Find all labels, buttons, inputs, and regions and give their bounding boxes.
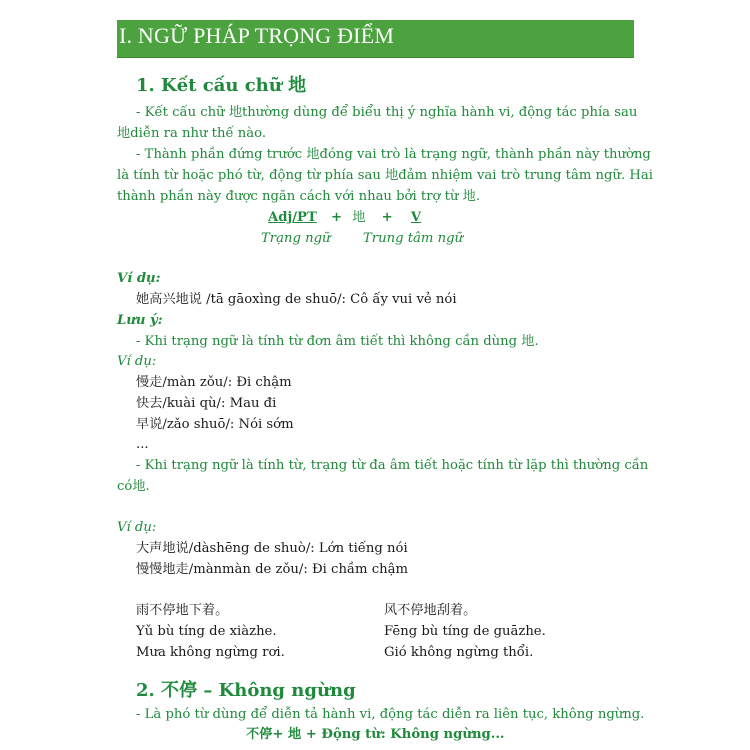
pair-left-hanzi: 雨不停地下着。 (136, 603, 229, 618)
section2-formula: 不停+ 地 + Động từ: Không ngừng... (246, 727, 505, 742)
formula-label-right: Trung tâm ngữ (363, 231, 464, 246)
heading-1: 1. Kết cấu chữ 地 (136, 75, 307, 96)
example-line: 慢慢地走/mànmàn de zǒu/: Đi chầm chậm (136, 562, 408, 577)
note-label: Lưu ý: (117, 313, 163, 328)
para2-line3: thành phần này được ngăn cách với nhau bởi trợ từ 地. (117, 189, 481, 204)
pair-left-pinyin: Yǔ bù tíng de xiàzhe. (136, 624, 277, 639)
example-label: Ví dụ: (117, 520, 157, 535)
section-header-bar (117, 20, 634, 58)
section2-para: - Là phó từ dùng để diễn tả hành vi, động tác diễn ra liên tục, không ngừng. (136, 707, 645, 722)
formula-row: Adj/PT + 地 + V (268, 210, 422, 225)
example-line: 慢走/màn zǒu/: Đi chậm (136, 375, 292, 390)
formula-verb: V (410, 210, 422, 225)
para1-line1: - Kết cấu chữ 地thường dùng để biểu thị ý nghĩa hành vi, động tác phía sau (136, 105, 638, 120)
section-title: I. NGỮ PHÁP TRỌNG ĐIỂM (119, 23, 395, 48)
example-line: 她高兴地说 /tā gāoxìng de shuō/: Cô ấy vui vẻ nói (136, 292, 457, 307)
pair-right-meaning: Gió không ngừng thổi. (384, 645, 534, 660)
heading-2: 2. 不停 – Không ngừng (136, 680, 356, 701)
formula-label-left: Trạng ngữ (261, 231, 331, 246)
note2-line1: - Khi trạng ngữ là tính từ, trạng từ đa âm tiết hoặc tính từ lặp thì thường cần (136, 458, 649, 473)
note2-line2: có地. (117, 479, 150, 494)
pair-left-meaning: Mưa không ngừng rơi. (136, 645, 285, 660)
pair-right-pinyin: Fēng bù tíng de guāzhe. (384, 624, 546, 639)
para1-line2: 地diễn ra như thế nào. (117, 126, 267, 141)
note-line: - Khi trạng ngữ là tính từ đơn âm tiết thì không cần dùng 地. (136, 334, 539, 349)
example-line: 大声地说/dàshēng de shuò/: Lớn tiếng nói (136, 541, 408, 556)
example-label: Ví dụ: (117, 271, 161, 286)
para2-line2: là tính từ hoặc phó từ, động từ phía sau 地đảm nhiệm vai trò trung tâm ngữ. Hai (117, 168, 653, 183)
formula-adj: Adj/PT (268, 210, 317, 225)
example-ellipsis: ... (136, 437, 149, 452)
example-label: Ví dụ: (117, 354, 157, 369)
example-line: 快去/kuài qù/: Mau đi (136, 396, 277, 411)
para2-line1: - Thành phần đứng trước 地đóng vai trò là trạng ngữ, thành phần này thường (136, 147, 651, 162)
pair-right-hanzi: 风不停地刮着。 (384, 603, 477, 618)
example-line: 早说/zǎo shuō/: Nói sớm (136, 417, 294, 432)
